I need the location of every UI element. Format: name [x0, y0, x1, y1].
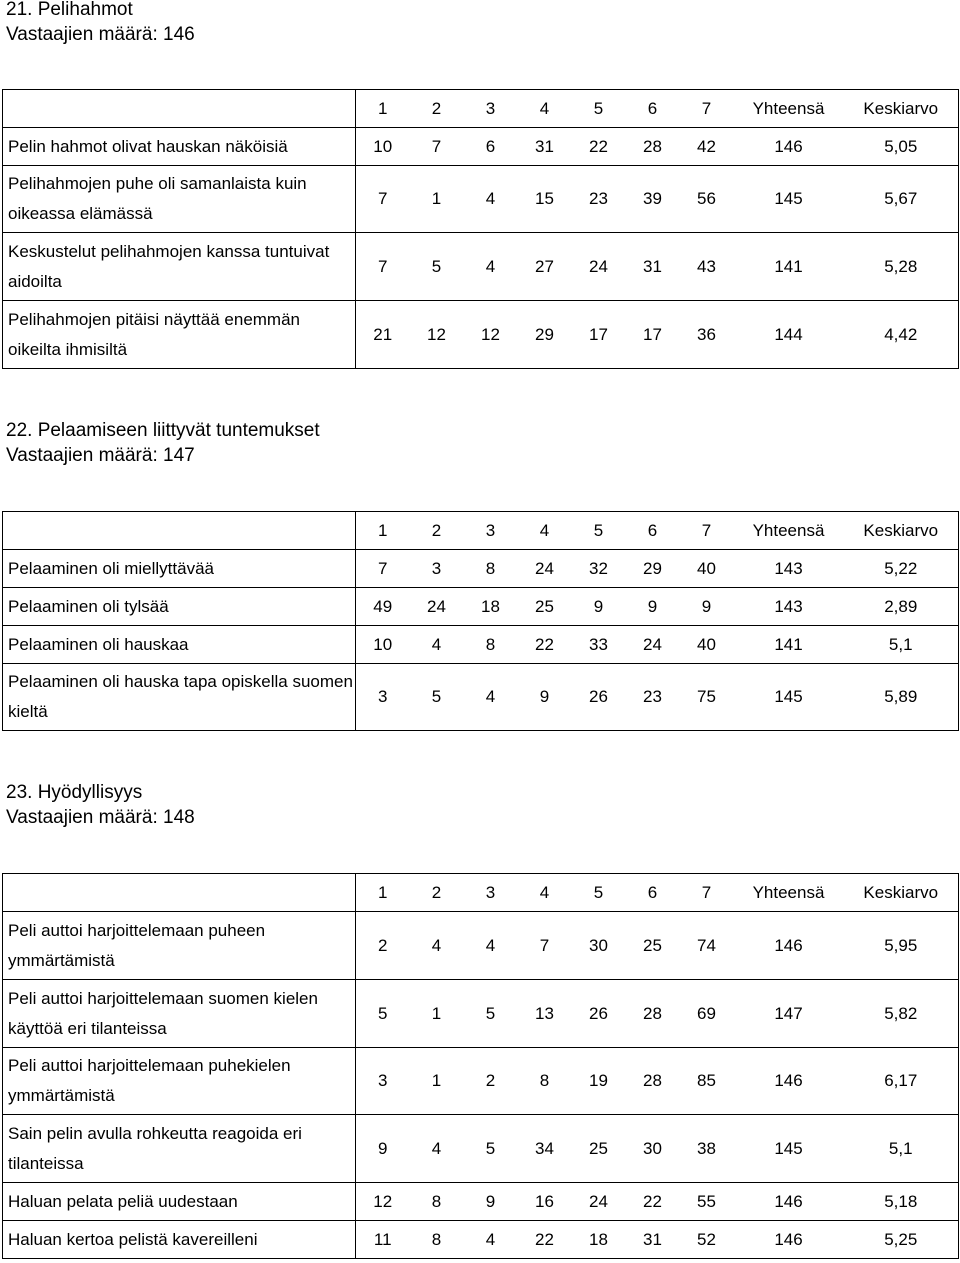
average-cell: 6,17 [844, 1048, 959, 1115]
value-cell: 11 [356, 1221, 410, 1259]
row-label: Peli auttoi harjoittelemaan puheen ymmärtämistä [3, 912, 356, 980]
value-cell: 9 [680, 588, 734, 626]
total-cell: 143 [734, 550, 844, 588]
value-cell: 7 [410, 128, 464, 166]
header-cell: 7 [680, 90, 734, 128]
value-cell: 5 [410, 664, 464, 731]
value-cell: 19 [572, 1048, 626, 1115]
value-cell: 24 [626, 626, 680, 664]
value-cell: 69 [680, 980, 734, 1048]
total-cell: 143 [734, 588, 844, 626]
value-cell: 12 [464, 301, 518, 369]
value-cell: 16 [518, 1183, 572, 1221]
value-cell: 4 [464, 664, 518, 731]
average-cell: 4,42 [844, 301, 959, 369]
header-cell: Keskiarvo [844, 874, 959, 912]
value-cell: 28 [626, 1048, 680, 1115]
value-cell: 33 [572, 626, 626, 664]
value-cell: 32 [572, 550, 626, 588]
value-cell: 36 [680, 301, 734, 369]
value-cell: 56 [680, 166, 734, 233]
value-cell: 23 [626, 664, 680, 731]
header-empty-cell [3, 90, 356, 128]
value-cell: 24 [572, 1183, 626, 1221]
table-row [3, 626, 959, 664]
value-cell: 10 [356, 626, 410, 664]
row-label: Pelihahmojen pitäisi näyttää enemmän oikeilta ihmisiltä [3, 301, 356, 369]
header-cell: 5 [572, 512, 626, 550]
value-cell: 9 [356, 1115, 410, 1183]
header-cell: Yhteensä [734, 512, 844, 550]
total-cell: 145 [734, 1115, 844, 1183]
header-cell: 4 [518, 90, 572, 128]
average-cell: 5,67 [844, 166, 959, 233]
value-cell: 8 [464, 550, 518, 588]
table-header-row [3, 90, 959, 128]
row-label: Keskustelut pelihahmojen kanssa tuntuivat aidoilta [3, 233, 356, 301]
header-cell: 5 [572, 90, 626, 128]
value-cell: 22 [572, 128, 626, 166]
table-row [3, 1115, 959, 1183]
value-cell: 55 [680, 1183, 734, 1221]
header-cell: 3 [464, 512, 518, 550]
average-cell: 5,22 [844, 550, 959, 588]
value-cell: 5 [410, 233, 464, 301]
header-cell: 5 [572, 874, 626, 912]
value-cell: 40 [680, 550, 734, 588]
section-21-heading [0, 0, 960, 47]
value-cell: 5 [464, 1115, 518, 1183]
header-cell: Yhteensä [734, 874, 844, 912]
value-cell: 3 [356, 664, 410, 731]
value-cell: 1 [410, 166, 464, 233]
value-cell: 24 [572, 233, 626, 301]
total-cell: 146 [734, 1221, 844, 1259]
header-cell: 7 [680, 874, 734, 912]
value-cell: 24 [518, 550, 572, 588]
value-cell: 26 [572, 980, 626, 1048]
table-row [3, 550, 959, 588]
value-cell: 26 [572, 664, 626, 731]
average-cell: 5,1 [844, 1115, 959, 1183]
row-label: Pelin hahmot olivat hauskan näköisiä [3, 128, 356, 166]
value-cell: 74 [680, 912, 734, 980]
value-cell: 31 [626, 1221, 680, 1259]
section-title: 21. Pelihahmot [6, 0, 133, 20]
value-cell: 12 [356, 1183, 410, 1221]
value-cell: 9 [464, 1183, 518, 1221]
value-cell: 17 [572, 301, 626, 369]
value-cell: 7 [356, 550, 410, 588]
row-label: Pelaaminen oli hauska tapa opiskella suomen kieltä [3, 664, 356, 731]
table-23 [2, 873, 959, 1259]
average-cell: 5,89 [844, 664, 959, 731]
total-cell: 146 [734, 128, 844, 166]
table-row [3, 912, 959, 980]
table-row [3, 1183, 959, 1221]
row-label: Pelaaminen oli miellyttävää [3, 550, 356, 588]
average-cell: 2,89 [844, 588, 959, 626]
header-cell: 6 [626, 90, 680, 128]
row-label: Haluan kertoa pelistä kavereilleni [3, 1221, 356, 1259]
value-cell: 25 [626, 912, 680, 980]
total-cell: 144 [734, 301, 844, 369]
header-cell: 4 [518, 874, 572, 912]
table-row [3, 301, 959, 369]
total-cell: 141 [734, 626, 844, 664]
total-cell: 145 [734, 664, 844, 731]
value-cell: 27 [518, 233, 572, 301]
average-cell: 5,1 [844, 626, 959, 664]
value-cell: 25 [572, 1115, 626, 1183]
value-cell: 30 [626, 1115, 680, 1183]
total-cell: 145 [734, 166, 844, 233]
value-cell: 9 [626, 588, 680, 626]
value-cell: 12 [410, 301, 464, 369]
total-cell: 141 [734, 233, 844, 301]
value-cell: 8 [410, 1221, 464, 1259]
value-cell: 38 [680, 1115, 734, 1183]
value-cell: 2 [464, 1048, 518, 1115]
row-label: Sain pelin avulla rohkeutta reagoida eri tilanteissa [3, 1115, 356, 1183]
table-row [3, 128, 959, 166]
value-cell: 15 [518, 166, 572, 233]
header-empty-cell [3, 512, 356, 550]
value-cell: 29 [626, 550, 680, 588]
value-cell: 2 [356, 912, 410, 980]
value-cell: 85 [680, 1048, 734, 1115]
average-cell: 5,05 [844, 128, 959, 166]
total-cell: 146 [734, 912, 844, 980]
row-label: Haluan pelata peliä uudestaan [3, 1183, 356, 1221]
table-row [3, 166, 959, 233]
value-cell: 7 [518, 912, 572, 980]
respondent-count: Vastaajien määrä: 147 [6, 445, 195, 466]
respondent-count: Vastaajien määrä: 148 [6, 807, 195, 828]
section-title: 22. Pelaamiseen liittyvät tuntemukset [6, 420, 320, 441]
header-cell: 4 [518, 512, 572, 550]
header-cell: 3 [464, 874, 518, 912]
value-cell: 17 [626, 301, 680, 369]
row-label: Pelaaminen oli hauskaa [3, 626, 356, 664]
value-cell: 4 [464, 233, 518, 301]
header-cell: 7 [680, 512, 734, 550]
header-cell: 1 [356, 90, 410, 128]
value-cell: 8 [464, 626, 518, 664]
row-label: Pelihahmojen puhe oli samanlaista kuin oikeassa elämässä [3, 166, 356, 233]
table-header-row [3, 512, 959, 550]
table-row [3, 1048, 959, 1115]
value-cell: 22 [626, 1183, 680, 1221]
value-cell: 40 [680, 626, 734, 664]
row-label: Peli auttoi harjoittelemaan suomen kielen käyttöä eri tilanteissa [3, 980, 356, 1048]
value-cell: 18 [464, 588, 518, 626]
header-cell: 3 [464, 90, 518, 128]
header-cell: 6 [626, 512, 680, 550]
total-cell: 146 [734, 1048, 844, 1115]
value-cell: 4 [410, 1115, 464, 1183]
header-cell: 2 [410, 512, 464, 550]
value-cell: 7 [356, 233, 410, 301]
header-cell: 2 [410, 90, 464, 128]
value-cell: 30 [572, 912, 626, 980]
value-cell: 8 [518, 1048, 572, 1115]
value-cell: 5 [464, 980, 518, 1048]
table-row [3, 1221, 959, 1259]
header-cell: Keskiarvo [844, 512, 959, 550]
table-21 [2, 89, 959, 369]
value-cell: 1 [410, 980, 464, 1048]
value-cell: 34 [518, 1115, 572, 1183]
value-cell: 25 [518, 588, 572, 626]
value-cell: 24 [410, 588, 464, 626]
value-cell: 18 [572, 1221, 626, 1259]
average-cell: 5,28 [844, 233, 959, 301]
value-cell: 4 [464, 1221, 518, 1259]
value-cell: 13 [518, 980, 572, 1048]
value-cell: 3 [356, 1048, 410, 1115]
average-cell: 5,25 [844, 1221, 959, 1259]
value-cell: 10 [356, 128, 410, 166]
value-cell: 6 [464, 128, 518, 166]
table-row [3, 980, 959, 1048]
value-cell: 7 [356, 166, 410, 233]
value-cell: 1 [410, 1048, 464, 1115]
row-label: Peli auttoi harjoittelemaan puhekielen ymmärtämistä [3, 1048, 356, 1115]
value-cell: 5 [356, 980, 410, 1048]
section-title: 23. Hyödyllisyys [6, 782, 143, 803]
table-22 [2, 511, 959, 731]
section-23-heading [0, 780, 960, 830]
value-cell: 9 [572, 588, 626, 626]
value-cell: 22 [518, 626, 572, 664]
table-row [3, 664, 959, 731]
value-cell: 49 [356, 588, 410, 626]
header-cell: 6 [626, 874, 680, 912]
table-row [3, 588, 959, 626]
value-cell: 3 [410, 550, 464, 588]
value-cell: 4 [464, 166, 518, 233]
value-cell: 31 [626, 233, 680, 301]
value-cell: 9 [518, 664, 572, 731]
section-22-heading [0, 418, 960, 468]
header-cell: 1 [356, 512, 410, 550]
row-label: Pelaaminen oli tylsää [3, 588, 356, 626]
value-cell: 39 [626, 166, 680, 233]
value-cell: 23 [572, 166, 626, 233]
header-empty-cell [3, 874, 356, 912]
value-cell: 22 [518, 1221, 572, 1259]
value-cell: 43 [680, 233, 734, 301]
value-cell: 28 [626, 980, 680, 1048]
value-cell: 8 [410, 1183, 464, 1221]
average-cell: 5,18 [844, 1183, 959, 1221]
value-cell: 4 [464, 912, 518, 980]
value-cell: 42 [680, 128, 734, 166]
header-cell: 1 [356, 874, 410, 912]
total-cell: 147 [734, 980, 844, 1048]
header-cell: Yhteensä [734, 90, 844, 128]
value-cell: 4 [410, 912, 464, 980]
value-cell: 75 [680, 664, 734, 731]
header-cell: Keskiarvo [844, 90, 959, 128]
total-cell: 146 [734, 1183, 844, 1221]
value-cell: 28 [626, 128, 680, 166]
table-row [3, 233, 959, 301]
value-cell: 21 [356, 301, 410, 369]
average-cell: 5,82 [844, 980, 959, 1048]
table-header-row [3, 874, 959, 912]
value-cell: 52 [680, 1221, 734, 1259]
respondent-count: Vastaajien määrä: 146 [6, 24, 195, 45]
average-cell: 5,95 [844, 912, 959, 980]
value-cell: 4 [410, 626, 464, 664]
header-cell: 2 [410, 874, 464, 912]
value-cell: 31 [518, 128, 572, 166]
value-cell: 29 [518, 301, 572, 369]
